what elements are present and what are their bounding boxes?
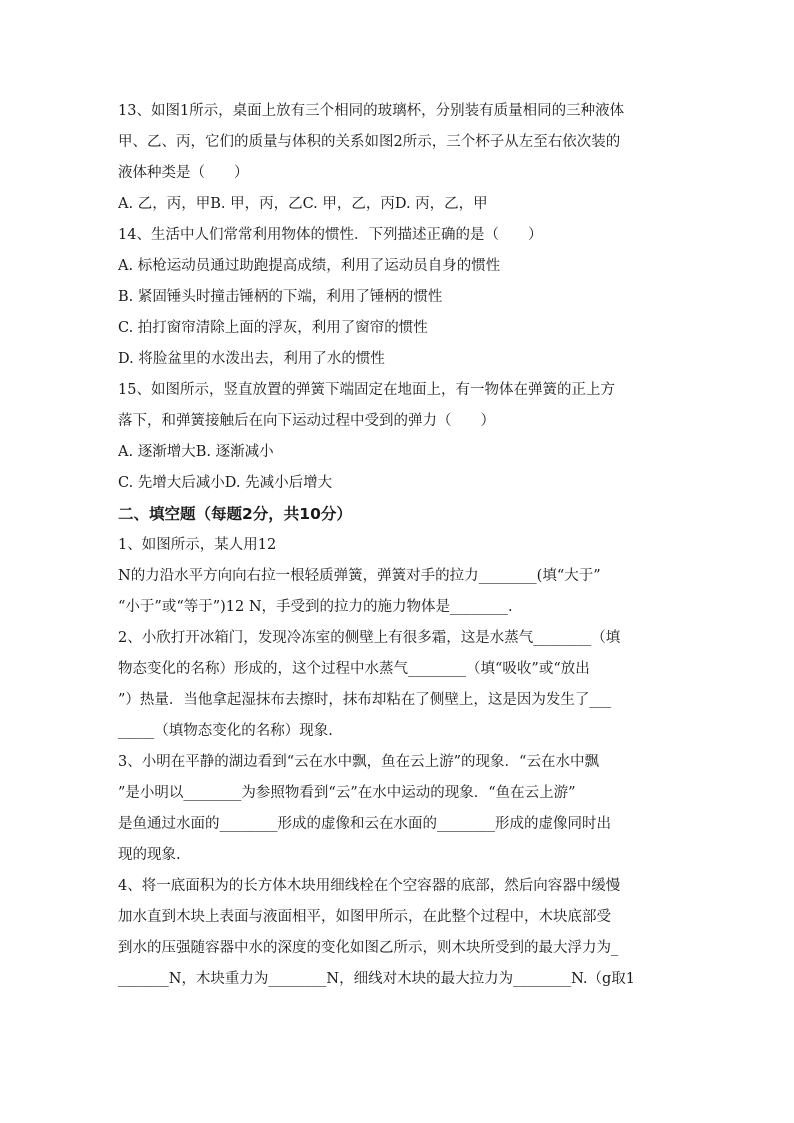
page-content — [118, 96, 678, 995]
fill-q4-line-1: 4、将一底面积为的长方体木块用细线栓在个空容器的底部，然后向容器中缓慢 — [118, 878, 621, 894]
fill-q2-line-3: ”）热量．当他拿起湿抹布去擦时，抹布却粘在了侧壁上，这是因为发生了___ — [118, 692, 612, 708]
fill-q3-line-1: 3、小明在平静的湖边看到“云在水中飘，鱼在云上游”的现象．“云在水中飘 — [118, 754, 599, 770]
fill-q4-line-2: 加水直到木块上表面与液面相平，如图甲所示，在此整个过程中，木块底部受 — [118, 909, 611, 925]
fill-q1-line-2: N的力沿水平方向向右拉一根轻质弹簧，弹簧对手的拉力________(填“大于” — [118, 568, 601, 584]
fill-q1-line-1: 1、如图所示，某人用12 — [118, 537, 277, 553]
q15-line-2: 落下，和弹簧接触后在向下运动过程中受到的弹力（ ） — [118, 413, 495, 429]
q13-options: A. 乙，丙，甲B. 甲，丙，乙C. 甲，乙，丙D. 丙，乙，甲 — [118, 196, 488, 212]
q13-line-1: 13、如图1所示，桌面上放有三个相同的玻璃杯，分别装有质量相同的三种液体 — [118, 103, 625, 119]
q14-option-d: D. 将脸盆里的水泼出去，利用了水的惯性 — [118, 351, 385, 367]
fill-q2-line-2: 物态变化的名称）形成的，这个过程中水蒸气________（填“吸收”或“放出 — [118, 661, 590, 677]
q13-line-2: 甲、乙、丙，它们的质量与体积的关系如图2所示，三个杯子从左至右依次装的 — [118, 134, 621, 150]
q13-line-3: 液体种类是（ ） — [118, 165, 249, 181]
fill-q2-line-4: _____（填物态变化的名称）现象. — [118, 723, 333, 739]
q14-option-c: C. 拍打窗帘清除上面的浮灰，利用了窗帘的惯性 — [118, 320, 428, 336]
section-heading: 二、填空题（每题2分，共10分） — [118, 505, 352, 523]
fill-q3-line-2: ”是小明以________为参照物看到“云”在水中运动的现象．“鱼在云上游” — [118, 785, 576, 801]
fill-q3-line-4: 现的现象. — [118, 847, 181, 863]
q15-line-1: 15、如图所示，竖直放置的弹簧下端固定在地面上，有一物体在弹簧的正上方 — [118, 382, 615, 398]
fill-q4-line-3: 到水的压强随容器中水的深度的变化如图乙所示，则木块所受到的最大浮力为_ — [118, 940, 619, 956]
q15-options-cd: C. 先增大后减小D. 先减小后增大 — [118, 475, 333, 491]
fill-q2-line-1: 2、小欣打开冰箱门，发现冷冻室的侧壁上有很多霜，这是水蒸气________（填 — [118, 630, 621, 646]
fill-q1-line-3: “小于”或“等于”)12 N，手受到的拉力的施力物体是________. — [118, 599, 513, 615]
q15-options-ab: A. 逐渐增大B. 逐渐减小 — [118, 444, 274, 460]
q14-option-a: A. 标枪运动员通过助跑提高成绩，利用了运动员自身的惯性 — [118, 258, 501, 274]
fill-q4-line-4: _______N，木块重力为________N，细线对木块的最大拉力为________N.（g取1 — [118, 971, 635, 987]
fill-q3-line-3: 是鱼通过水面的________形成的虚像和云在水面的________形成的虚像同时出 — [118, 816, 611, 832]
q14-stem: 14、生活中人们常常利用物体的惯性．下列描述正确的是（ ） — [118, 227, 543, 243]
q14-option-b: B. 紧固锤头时撞击锤柄的下端，利用了锤柄的惯性 — [118, 289, 443, 305]
